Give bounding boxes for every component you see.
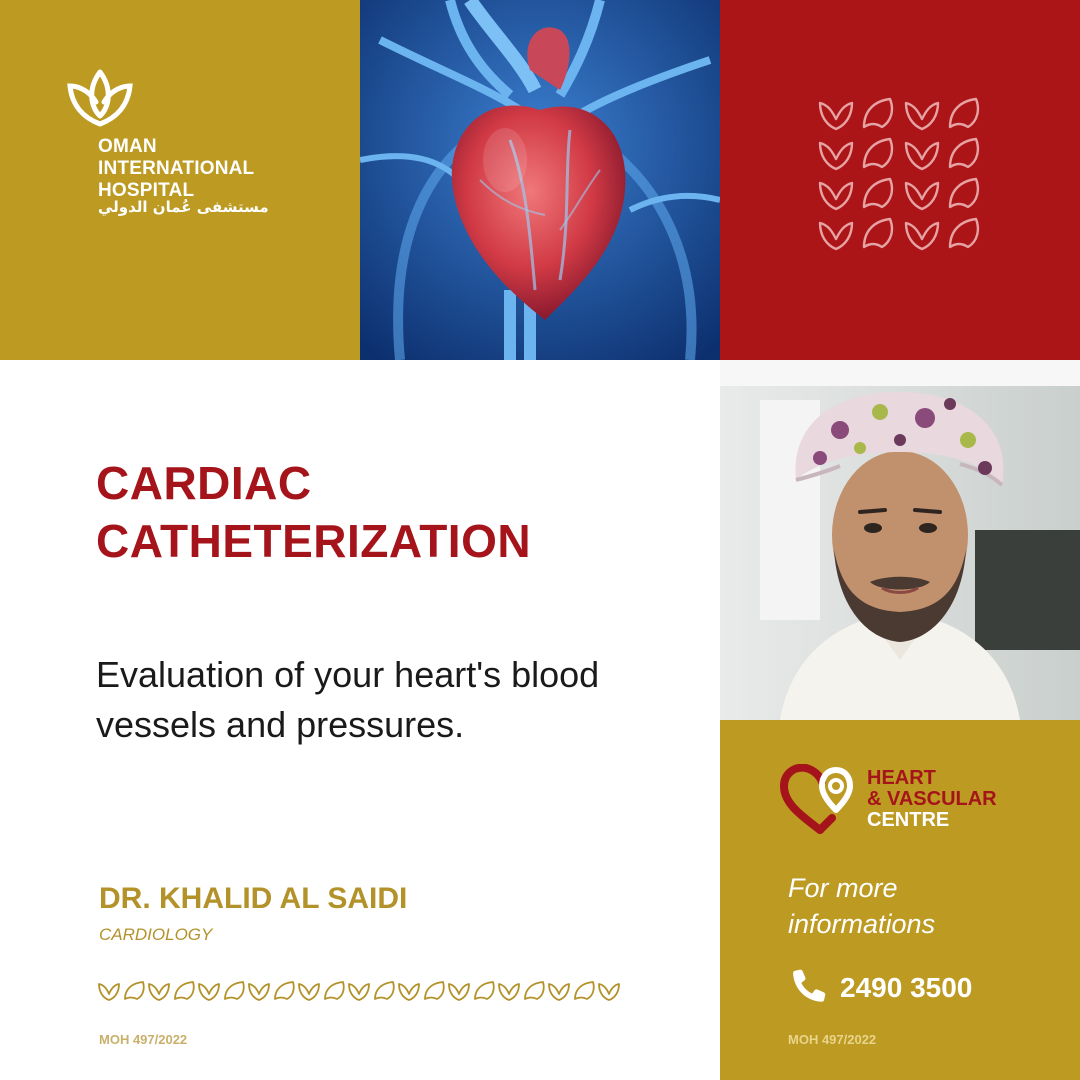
hospital-name [98, 136, 254, 202]
main-content-panel [0, 360, 720, 1080]
centre-name-line3: CENTRE [867, 809, 950, 831]
heart-location-icon [780, 764, 860, 836]
hospital-name-arabic: مستشفى عُمان الدولي [98, 198, 269, 216]
leaf-pattern-icon [818, 97, 982, 257]
heart-illustration [360, 0, 720, 360]
centre-name-line2: & VASCULAR [867, 788, 997, 810]
moh-license-right: MOH 497/2022 [788, 1032, 877, 1047]
doctor-photo [720, 360, 1080, 720]
page-title [96, 454, 531, 570]
title-line1: CARDIAC [96, 457, 312, 509]
doctor-portrait-image [720, 360, 1080, 720]
moh-license-left: MOH 497/2022 [99, 1032, 188, 1047]
contact-panel [720, 720, 1080, 1080]
procedure-description: Evaluation of your heart's blood vessels and pressures. [96, 654, 600, 745]
hospital-name-line2: INTERNATIONAL [98, 158, 255, 179]
hospital-name-line1: OMAN [98, 136, 157, 157]
title-line2: CATHETERIZATION [96, 515, 532, 567]
doctor-department: CARDIOLOGY [99, 925, 213, 944]
centre-name-line1: HEART [867, 767, 936, 789]
leaf-divider-icon [98, 980, 626, 1002]
more-info-text: For more informations [788, 873, 936, 939]
hospital-logo-tile [0, 0, 360, 360]
phone-icon[interactable] [788, 964, 830, 1006]
heart-illustration-tile [360, 0, 720, 360]
leaf-pattern-tile [720, 0, 1080, 360]
doctor-name: DR. KHALID AL SAIDI [99, 882, 408, 915]
centre-name [867, 768, 997, 831]
hospital-name-line3: HOSPITAL [98, 180, 195, 201]
phone-number[interactable]: 2490 3500 [840, 972, 973, 1003]
tulip-logo-icon [66, 66, 134, 130]
